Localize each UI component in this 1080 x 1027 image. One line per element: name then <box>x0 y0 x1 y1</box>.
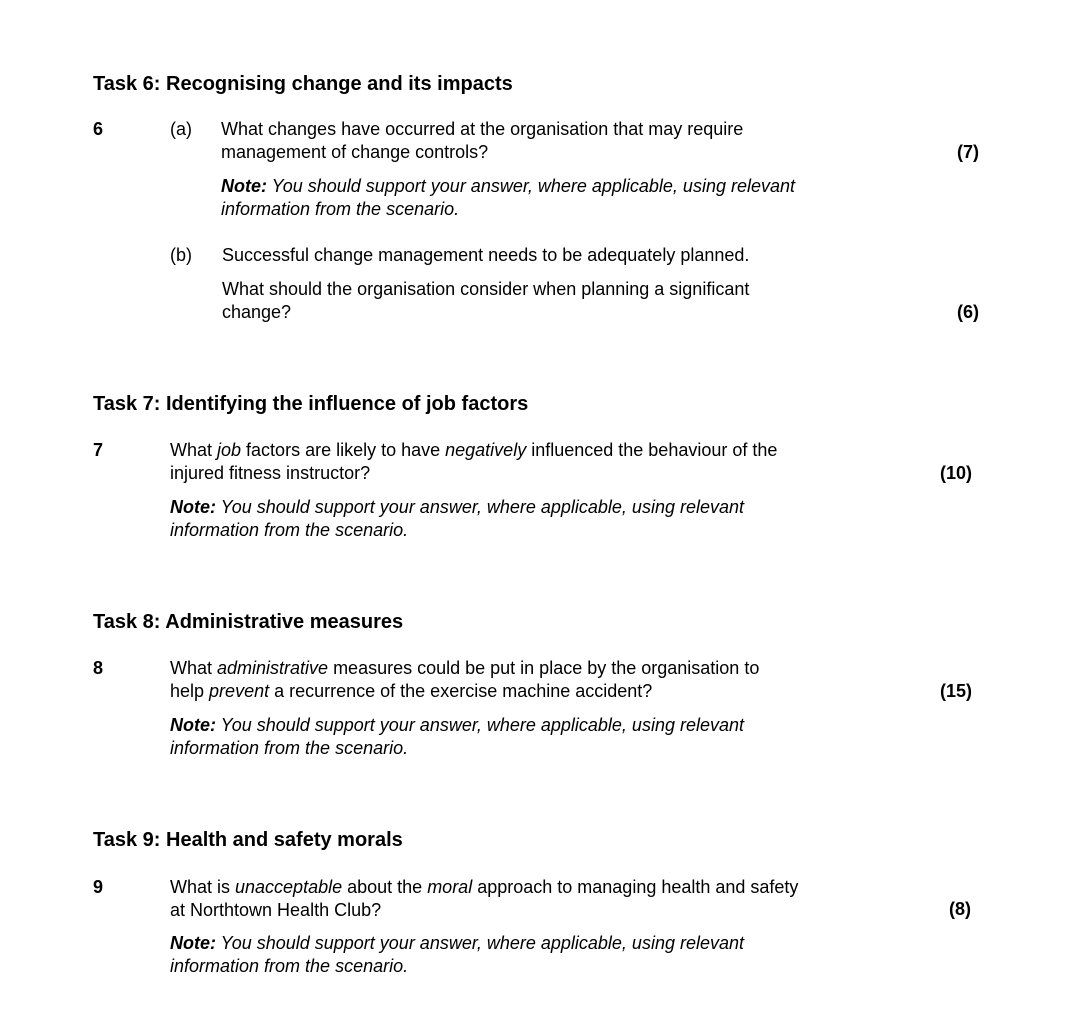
question-text: What job factors are likely to have negatively influenced the behaviour of the injured fitness instructor? <box>170 440 778 483</box>
question-text: What is unacceptable about the moral approach to managing health and safety at Northtown Health Club? <box>170 877 799 920</box>
note: Note: You should support your answer, where applicable, using relevant information from the scenario. <box>170 715 745 758</box>
question-intro: Successful change management needs to be adequately planned. <box>222 245 750 265</box>
note: Note: You should support your answer, where applicable, using relevant information from the scenario. <box>170 497 745 540</box>
question-number: 7 <box>93 440 104 460</box>
task-8-heading: Task 8: Administrative measures <box>93 611 404 633</box>
question-number: 8 <box>93 658 104 678</box>
note: Note: You should support your answer, where applicable, using relevant information from the scenario. <box>170 933 745 976</box>
task-9-heading: Task 9: Health and safety morals <box>93 829 403 851</box>
part-label: (b) <box>170 245 192 265</box>
part-label: (a) <box>170 119 192 139</box>
marks: (7) <box>957 142 979 162</box>
question-text: What should the organisation consider when planning a significant change? <box>222 279 750 322</box>
question-text: What administrative measures could be put in place by the organisation to help prevent a recurrence of the exercise machine accident? <box>170 658 760 701</box>
task-6-heading: Task 6: Recognising change and its impacts <box>93 73 513 95</box>
marks: (15) <box>940 681 973 701</box>
marks: (10) <box>940 463 973 483</box>
note: Note: You should support your answer, where applicable, using relevant information from the scenario. <box>221 176 796 219</box>
task-7-heading: Task 7: Identifying the influence of job factors <box>93 393 529 415</box>
question-text: What changes have occurred at the organisation that may require management of change controls? <box>221 119 744 162</box>
question-number: 9 <box>93 877 104 897</box>
marks: (8) <box>949 899 971 919</box>
marks: (6) <box>957 302 979 322</box>
question-number: 6 <box>93 119 104 139</box>
